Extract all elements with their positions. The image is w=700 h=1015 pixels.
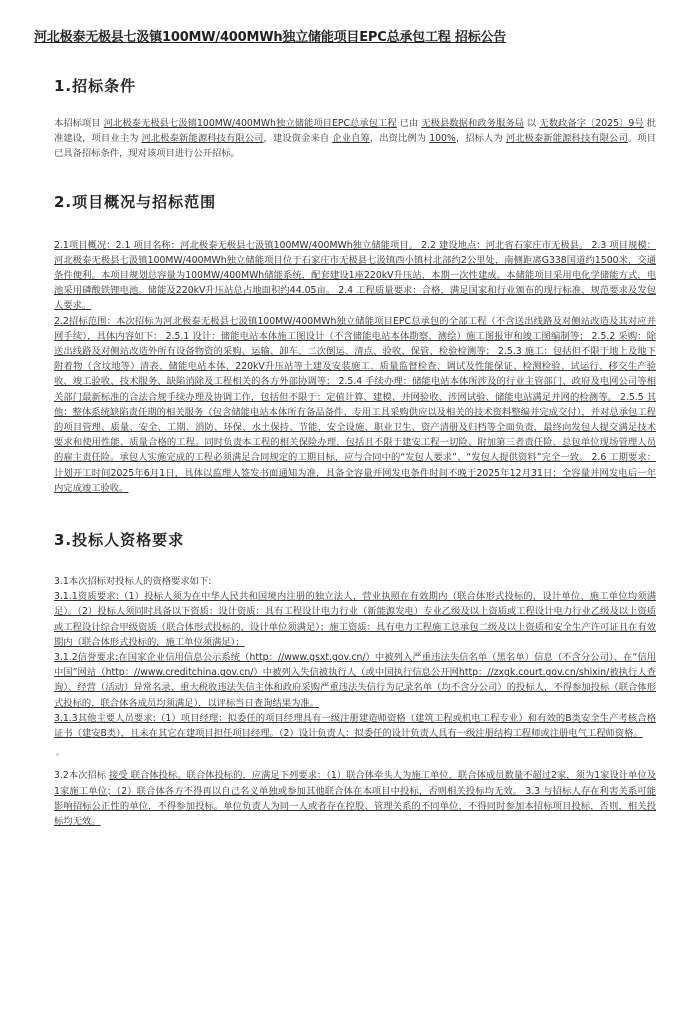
qualification-requirements: 3.1.1资质要求:（1）投标人须为在中华人民共和国境内注册的独立法人，营业执照在有效期内（联合体形式投标的，设计单位、施工单位均须满足）。（2）投标人须同时具备以下资质：设计资质：具有工程设计电力行业（新能源发电）专业乙级及以上资质或工程设计电力行业乙级及以上资质或工程设计综合甲级资质（联合体形式投标的，设计单位须满足）；施工资质：具有电力工程施工总承包二级及以上资质和安全生产许可证且在有效期内（联合体形式投标的，施工单位须满足）； (54, 591, 656, 648)
approval-authority: 无极县数据和政务服务局 (421, 118, 525, 129)
section-3-heading: 3.投标人资格要求 (54, 531, 185, 550)
credit-requirements: 3.1.2信誉要求:在国家企业信用信息公示系统（http：//www.gsxt.gov.cn/）中被列入严重违法失信名单（黑名单）信息（不含分公司）、在“信用中国”网站（http：//www.creditchina.gov.cn/）中被列入失信被执行人（或中国执行信息公开网http：//zxgk.court.gov.cn/shixin/被执行人查询）、经营（活动）异常名录、重大税收违法失信主体和政府采购严重违法失信行为记录名单（均不含分公司）的投标人，不得参加投标（联合体形式投标的，联合体各成员均须满足），以评标当日查询结果为准。 (54, 652, 656, 709)
tenderer-name: 河北极泰新能源科技有限公司 (505, 133, 628, 145)
approval-number: 无数政备字〔2025〕9号 (539, 118, 644, 129)
tender-conditions-paragraph: 本招标项目 河北极泰无极县七汲镇100MW/400MWh独立储能项目EPC总承包工程 已由 无极县数据和政务服务局 以 无数政备字〔2025〕9号 批准建设，项目业主为 河北极泰新能源科技有限公司，建设资金来自 企业自筹，出资比例为 100%，招标人为 河北极泰新能源科技有限公司。项目已具备招标条件，现对该项目进行公开招标。 (54, 118, 656, 160)
project-overview-paragraph: 2.1项目概况：2.1 项目名称：河北极泰无极县七汲镇100MW/400MWh独立储能项目。 2.2 建设地点：河北省石家庄市无极县。 2.3 项目规模：河北极泰无极县七汲镇100MW/400MWh独立储能项目位于石家庄市无极县七汲镇西小镇村北部约2公里处，南侧距离G338国道约1500米，交通条件便利。本项目规划总容量为100MW/400MWh储能系统，配套建设1座220kV升压站，本期一次性建成。本储能项目采用电化学储能方式，电池采用磷酸铁锂电池。储能及220kV升压站总占地面积约44.05亩。 2.4 工程质量要求：合格，满足国家和行业颁布的现行标准、规范要求及发包人要求。 (54, 239, 656, 312)
section-1-heading: 1.招标条件 (54, 77, 137, 95)
funding-source: 企业自筹 (332, 133, 370, 145)
funding-ratio: 100% (429, 133, 456, 145)
project-name: 河北极泰无极县七汲镇100MW/400MWh独立储能项目EPC总承包工程 (103, 118, 397, 129)
separator-mark: 。 (56, 748, 66, 759)
consortium-accepted: 接受 (109, 770, 128, 782)
consortium-paragraph: 3.2本次招标 接受 联合体投标。联合体投标的，应满足下列要求：（1）联合体牵头人为施工单位，联合体成员数量不超过2家，须为1家设计单位及1家施工单位；（2）联合体各方不得再以自己名义单独或参加其他联合体在本项目中投标，否则相关投标均无效。 3.3 与招标人存在利害关系可能影响招标公正性的单位，不得参加投标。单位负责人为同一人或者存在控股、管理关系的不同单位，不得同时参加本招标项目投标，否则，相关投标均无效。 (54, 770, 656, 827)
project-owner: 河北极泰新能源科技有限公司 (141, 133, 264, 145)
qualification-intro: 3.1本次招标对投标人的资格要求如下: (54, 576, 212, 588)
section-2-heading: 2.项目概况与招标范围 (54, 192, 217, 211)
tender-scope-paragraph: 2.2招标范围：本次招标为河北极泰无极县七汲镇100MW/400MWh独立储能项目EPC总承包的全部工程（不含送出线路及对侧站改造及其对应并网手续），具体内容如下： 2.5.1 设计：储能电站本体施工图设计（不含储能电站本体勘察、测绘）施工图报审和竣工图编制等； 2.5.2 采购：除送出线路及对侧站改造外所有设备物资的采购、运输、卸车、二次倒运、清点、验收、保管、检验检测等； 2.5.3 施工：包括但不限于地上及地下附着物（含坟地等）清表、储能电站本体、220kV升压站等土建及安装施工、质量监督检查、调试及性能保证、检测检验、试运行、移交生产验收、竣工验收、技术服务、缺陷消除及工程相关的各方外部协调等； 2.5.4 手续办理：储能电站本体所涉及的行业主管部门、政府及电网公司等相关部门最新标准的合法合规手续办理及协调工作，包括但不限于：定值计算、建模、并网验收、涉网试验、储能电站满足并网的检测等。 2.5.5 其他：整体系统缺陷责任期的相关服务（包含储能电站本体所有备品备件、专用工具采购供应以及相关的技术资料整编并完成交付），并对总承包工程的项目管理、质量、安全、工期、消防、环保、水土保持、节能、安全设施、职业卫生、资产清册及归档等全面负责，最终向发包人提交满足技术要求和使用性能、质量合格的工程。同时负责本工程的相关保险办理，包括且不限于建安工程一切险、附加第三者责任险、总包单位现场管理人员的雇主责任险。承包人实施完成的工程必须满足合同规定的工期目标，应与合同中的“发包人要求”、“发包人提供资料”完全一致。 2.6 工期要求：计划开工时间2025年6月1日，具体以监理人签发书面通知为准，具备全容量并网发电条件时间不晚于2025年12月31日；全容量并网发电后一年内完成竣工验收。 (54, 315, 656, 494)
notice-page (0, 26, 700, 829)
personnel-requirements: 3.1.3其他主要人员要求:（1）项目经理：拟委任的项目经理具有一级注册建造师资格（建筑工程或机电工程专业）和有效的B类安全生产考核合格证书（建安B类），且未在其它在建项目担任项目经理。（2）设计负责人：拟委任的设计负责人具有一级注册结构工程师或注册电气工程师资格。 (54, 712, 656, 740)
document-title: 河北极泰无极县七汲镇100MW/400MWh独立储能项目EPC总承包工程 招标公告 (34, 30, 507, 45)
